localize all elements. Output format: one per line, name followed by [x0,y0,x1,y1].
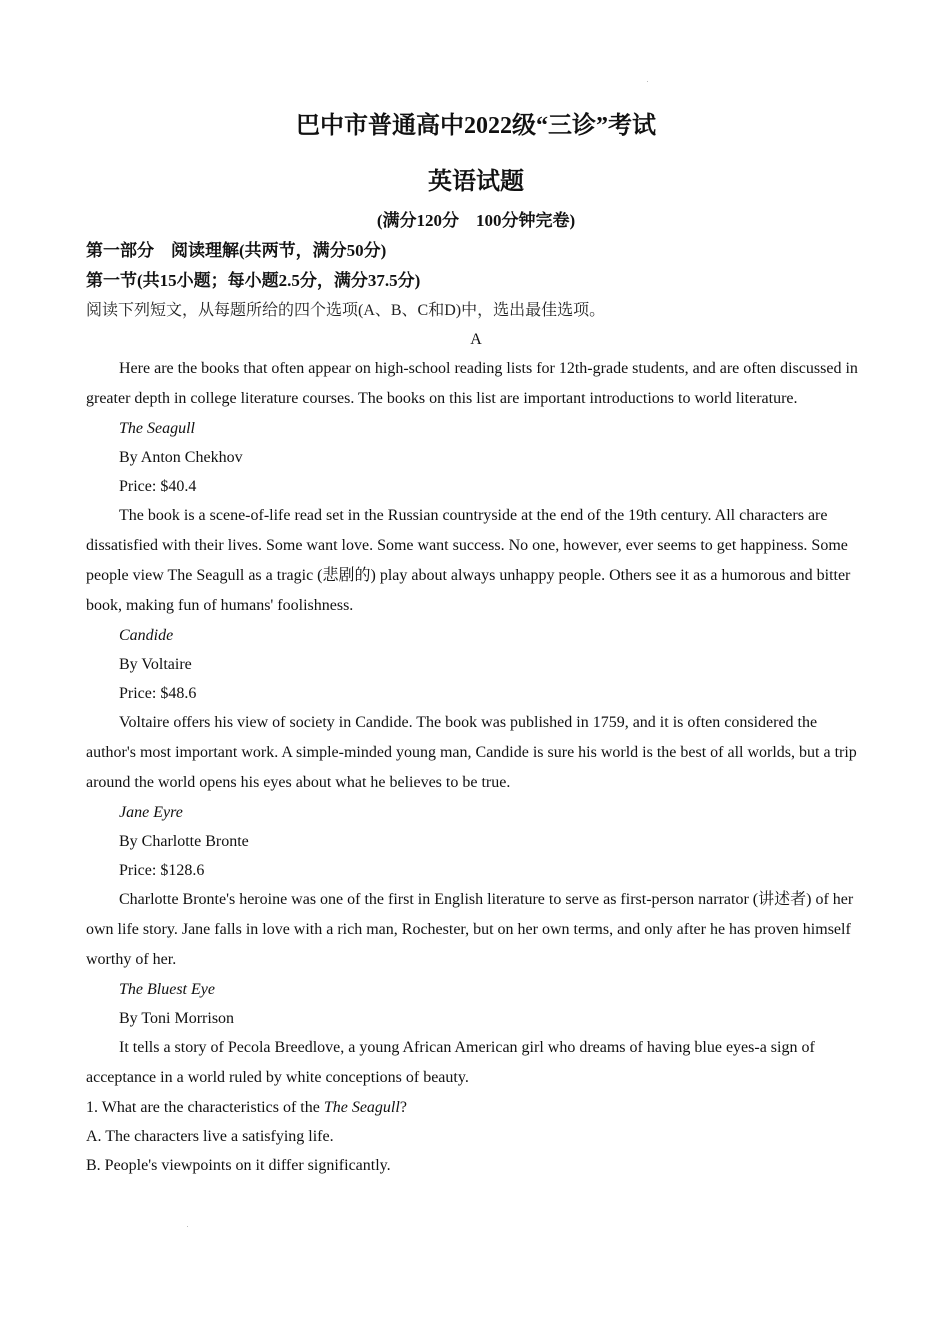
scan-speck [187,1226,188,1227]
instruction-text: 阅读下列短文，从每题所给的四个选项(A、B、C和D)中，选出最佳选项。 [86,302,606,319]
question-stem-suffix: ? [399,1099,407,1116]
book-description: The book is a scene-of-life read set in the Russian countryside at the end of the 19th century. All characters are dissatisfied with their lives. Some want love. Some want success. No one, however, ever seems to get happiness. Some people view The Seagull as a tragic (悲剧的) play about always unhappy people. Others see it as a humorous and bitter book, making fun of humans' foolishness. [86,507,851,614]
book-author: By Anton Chekhov [119,449,243,466]
book-title: The Bluest Eye [119,981,215,998]
subject-title: 英语试题 [428,169,524,195]
book-entry [86,414,866,621]
score-note: (满分120分 100分钟完卷) [376,211,576,230]
book-entry [86,621,866,798]
question-stem-prefix: 1. What are the characteristics of the [86,1099,324,1116]
question-1-stem [86,1093,866,1122]
book-price: Price: $128.6 [119,862,205,879]
passage-intro: Here are the books that often appear on high-school reading lists for 12th-grade students, and are often discussed in greater depth in college literature courses. The books on this list are important introductions to world literature. [86,360,858,407]
book-description: Charlotte Bronte's heroine was one of the first in English literature to serve as first-person narrator (讲述者) of her own life story. Jane falls in love with a rich man, Rochester, but on her own terms, and only after he has proven himself worthy of her. [86,891,854,968]
book-entry [86,975,866,1093]
book-title: The Seagull [119,420,195,437]
part1-heading: 第一部分 阅读理解(共两节，满分50分) [86,241,387,260]
option-b: B. People's viewpoints on it differ significantly. [86,1157,391,1174]
exam-title: 巴中市普通高中2022级“三诊”考试 [296,113,656,139]
book-description: It tells a story of Pecola Breedlove, a young African American girl who dreams of having blue eyes-a sign of acceptance in a world ruled by white conceptions of beauty. [86,1039,815,1086]
book-price: Price: $48.6 [119,685,197,702]
book-description: Voltaire offers his view of society in Candide. The book was published in 1759, and it is often considered the author's most important work. A simple-minded young man, Candide is sure his world is the best of all worlds, but a trip around the world opens his eyes about what he believes to be true. [86,714,857,791]
book-author: By Toni Morrison [119,1010,235,1027]
book-author: By Charlotte Bronte [119,833,249,850]
section1-heading: 第一节(共15小题；每小题2.5分，满分37.5分) [86,271,421,290]
book-price: Price: $40.4 [119,478,197,495]
question-stem-book-title: The Seagull [323,1099,400,1116]
page-content [86,106,866,1180]
passage-label: A [470,331,482,348]
option-a: A. The characters live a satisfying life. [86,1128,334,1145]
book-title: Jane Eyre [119,804,183,821]
book-entry [86,798,866,975]
scan-speck [647,81,648,82]
book-title: Candide [119,627,174,644]
book-author: By Voltaire [119,656,192,673]
